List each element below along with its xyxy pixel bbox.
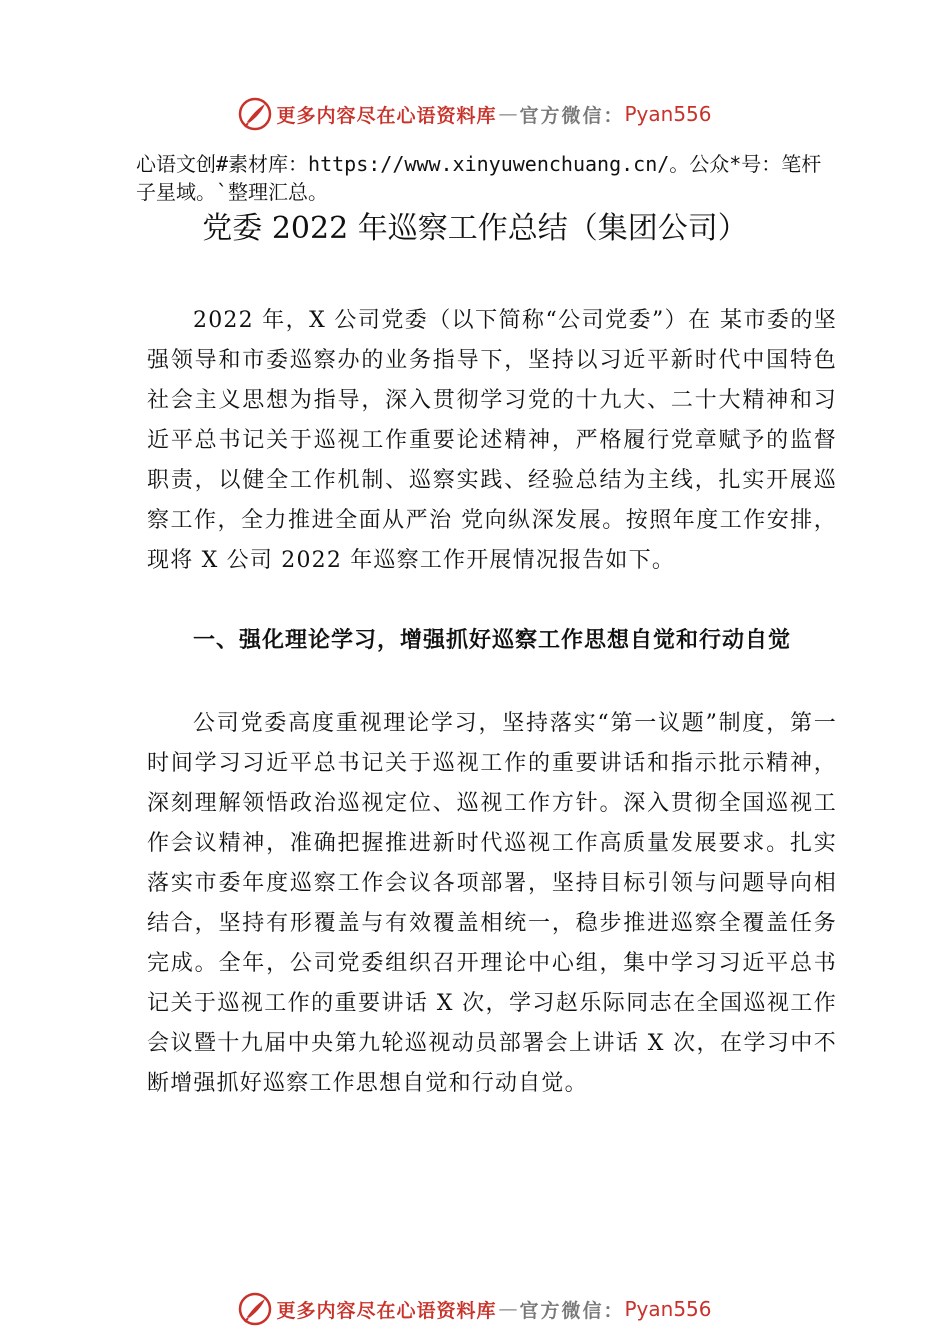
watermark-brand: 更多内容尽在心语资料库	[276, 1299, 497, 1322]
watermark-dash: —	[498, 1298, 518, 1320]
watermark-label: 官方微信：	[519, 1299, 625, 1322]
watermark-label: 官方微信：	[519, 104, 625, 127]
header-watermark	[0, 94, 950, 134]
section-heading-1: 一、强化理论学习，增强抓好巡察工作思想自觉和行动自觉	[193, 628, 792, 653]
quill-pen-logo-icon	[238, 97, 272, 131]
watermark-brand: 更多内容尽在心语资料库	[276, 104, 497, 127]
source-note: 心语文创#素材库：https://www.xinyuwenchuang.cn/。公众*号：笔杆子星域。`整理汇总。	[136, 152, 822, 204]
quill-pen-logo-icon	[238, 1292, 272, 1326]
watermark-wechat-id: Pyan556	[624, 1297, 712, 1321]
paragraph-section-1-text: 公司党委高度重视理论学习，坚持落实“第一议题”制度，第一时间学习习近平总书记关于巡视工作的重要讲话和指示批示精神，深刻理解领悟政治巡视定位、巡视工作方针。深入贯彻全国巡视工作会议精神，准确把握推进新时代巡视工作高质量发展要求。扎实落实市委年度巡察工作会议各项部署，坚持目标引领与问题导向相结合，坚持有形覆盖与有效覆盖相统一，稳步推进巡察全覆盖任务完成。全年，公司党委组织召开理论中心组，集中学习习近平总书记关于巡视工作的重要讲话 X 次，学习赵乐际同志在全国巡视工作会议暨十九届中央第九轮巡视动员部署会上讲话 X 次，在学习中不断增强抓好巡察工作思想自觉和行动自觉。	[147, 711, 837, 1096]
watermark-wechat-id: Pyan556	[624, 102, 712, 126]
paragraph-section-1	[147, 704, 837, 1104]
document-title: 党委 2022 年巡察工作总结（集团公司）	[202, 211, 748, 246]
paragraph-intro-text: 2022 年，X 公司党委（以下简称“公司党委”）在 某市委的坚强领导和市委巡察办的业务指导下，坚持以习近平新时代中国特色社会主义思想为指导，深入贯彻学习党的十九大、二十大精神和习近平总书记关于巡视工作重要论述精神，严格履行党章赋予的监督职责，以健全工作机制、巡察实践、经验总结为主线，扎实开展巡察工作，全力推进全面从严治 党向纵深发展。按照年度工作安排，现将 X 公司 2022 年巡察工作开展情况报告如下。	[147, 308, 837, 573]
footer-watermark	[0, 1289, 950, 1329]
paragraph-intro	[147, 301, 837, 581]
watermark-dash: —	[498, 103, 518, 125]
